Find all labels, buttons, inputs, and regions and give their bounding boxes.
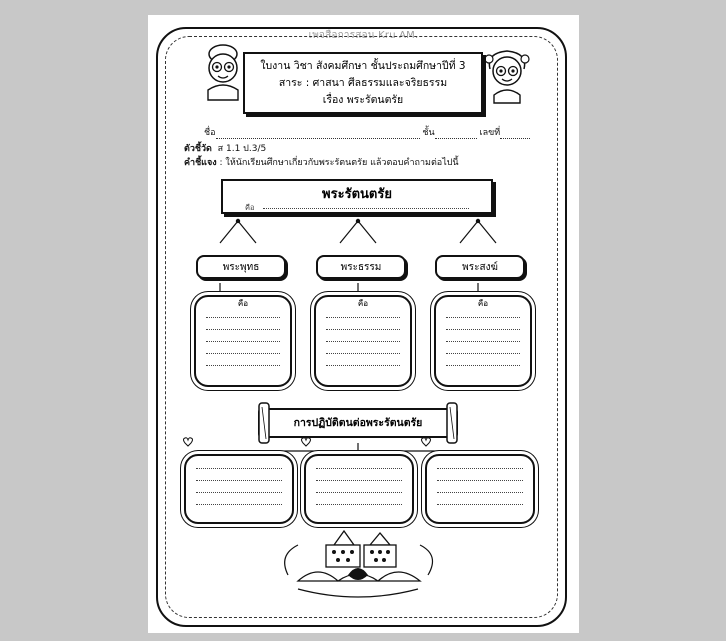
gem-plaque-sangha: พระสงฆ์ bbox=[435, 255, 525, 279]
stupa-decoration-icon bbox=[148, 15, 579, 633]
worksheet-page bbox=[148, 15, 579, 633]
header-line-3: เรื่อง พระรัตนตรัย bbox=[322, 94, 404, 106]
number-label: เลขที่ bbox=[479, 128, 501, 138]
class-label: ชั้น bbox=[422, 128, 435, 138]
gem-box-prompt: คือ bbox=[477, 299, 489, 308]
watermark: เพจสื่อการสอน Kru AM. bbox=[308, 30, 419, 41]
instruction-text: : ให้นักเรียนศึกษาเกี่ยวกับพระรัตนตรัย แล้วตอบคำถามต่อไปนี้ bbox=[219, 158, 459, 168]
indicator-value: ส 1.1 ป.3/5 bbox=[217, 144, 267, 154]
header-line-2: สาระ : ศาสนา ศีลธรรมและจริยธรรม bbox=[278, 77, 448, 89]
instruction-label: คำชี้แจง bbox=[184, 158, 217, 168]
gem-plaque-dhamma: พระธรรม bbox=[316, 255, 406, 279]
gem-plaque-buddha: พระพุทธ bbox=[196, 255, 286, 279]
main-banner-prompt: คือ bbox=[245, 203, 255, 212]
main-banner-title: พระรัตนตรัย bbox=[322, 187, 392, 202]
name-label: ชื่อ bbox=[204, 128, 216, 138]
indicator-label: ตัวชี้วัด bbox=[184, 144, 212, 154]
practice-scroll-banner: การปฏิบัติตนต่อพระรัตนตรัย bbox=[258, 408, 458, 438]
gem-box-prompt: คือ bbox=[237, 299, 249, 308]
gem-box-prompt: คือ bbox=[357, 299, 369, 308]
header-line-1: ใบงาน วิชา สังคมศึกษา ชั้นประถมศึกษาปีที่ 3 bbox=[260, 60, 466, 72]
